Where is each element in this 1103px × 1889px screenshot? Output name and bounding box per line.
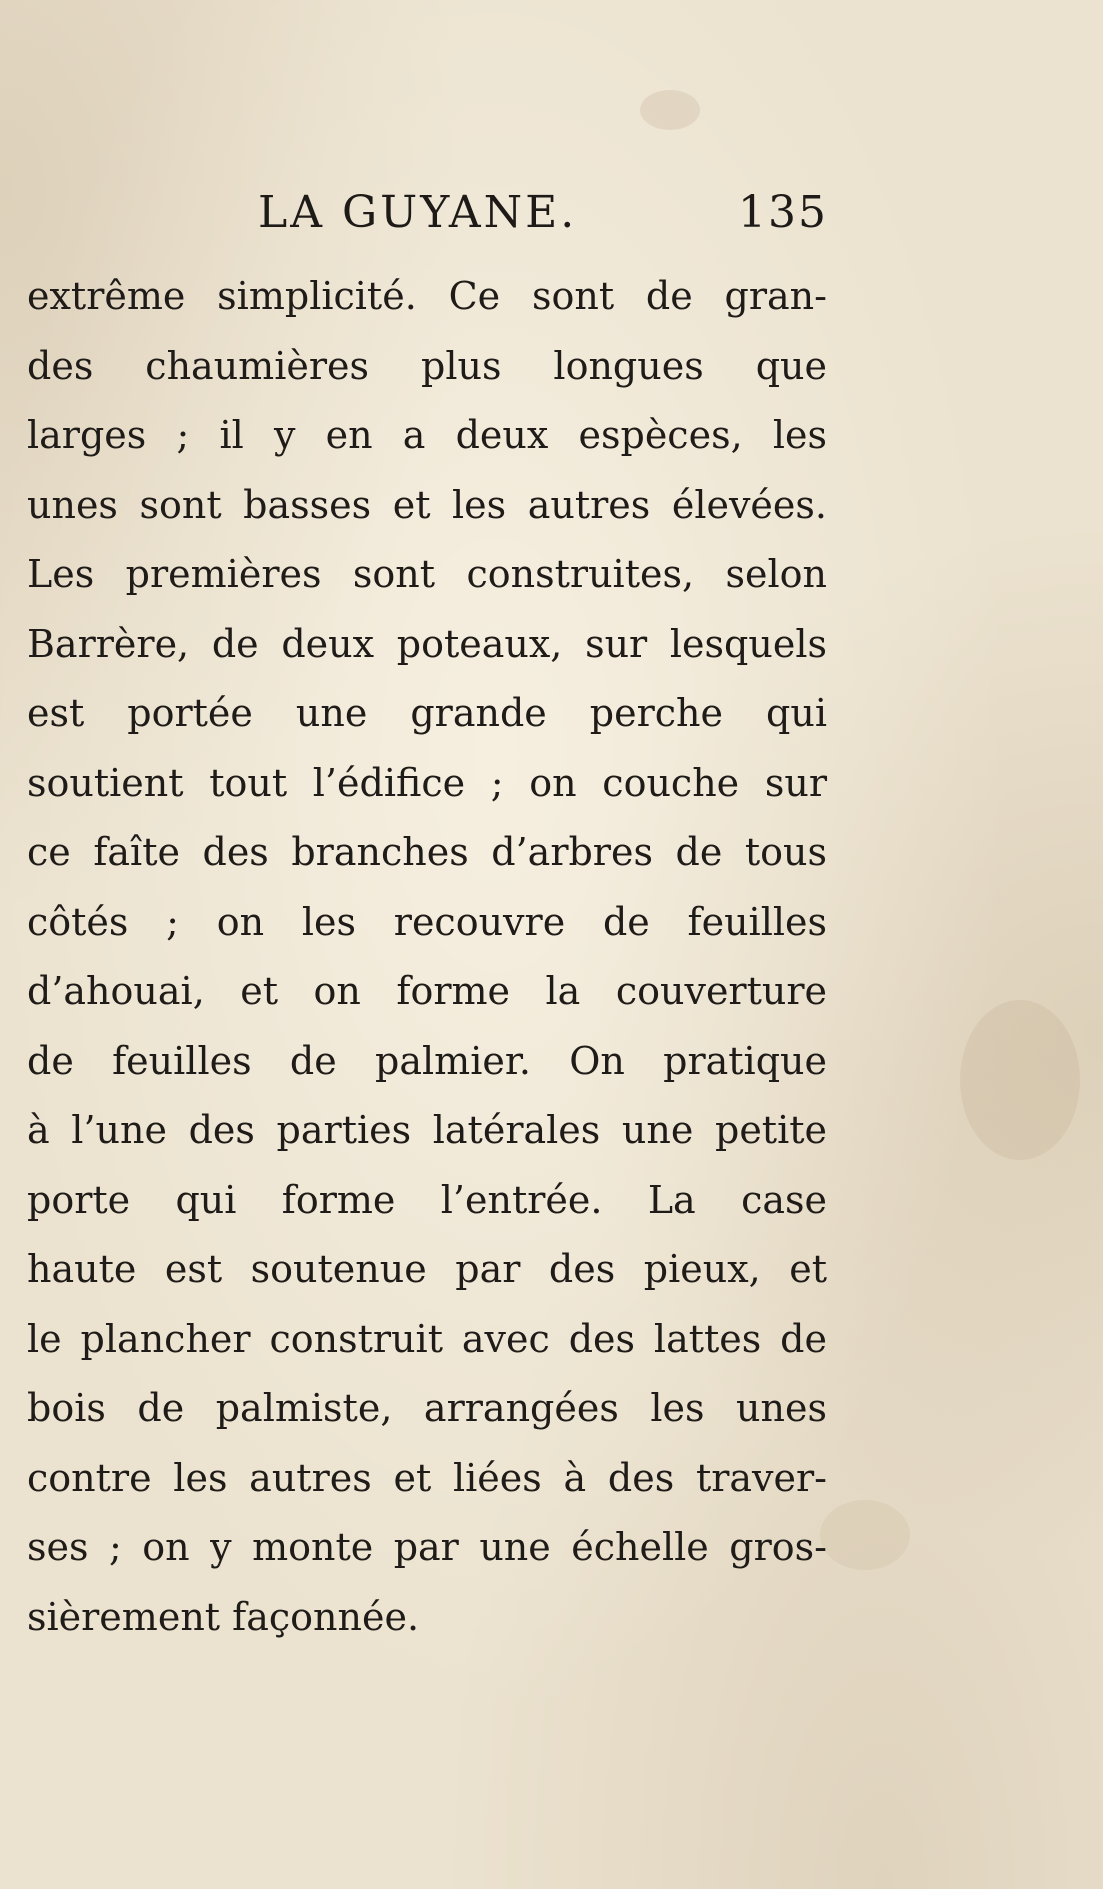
text-line: est portée une grande perche qui [27, 691, 827, 735]
text-line: ce faîte des branches d’arbres de tous [27, 830, 827, 874]
page-header [258, 183, 828, 243]
text-line: contre les autres et liées à des traver- [27, 1455, 827, 1500]
running-title: LA GUYANE. [258, 187, 578, 238]
text-line: Les premières sont construites, selon [27, 552, 827, 596]
paper-stain [820, 1500, 910, 1570]
paper-stain [640, 90, 700, 130]
text-line: haute est soutenue par des pieux, et [27, 1247, 827, 1291]
text-line: soutient tout l’édifice ; on couche sur [27, 760, 827, 805]
text-line: unes sont basses et les autres élevées. [27, 482, 827, 527]
text-line: côtés ; on les recouvre de feuilles [27, 899, 827, 944]
text-line: porte qui forme l’entrée. La case [27, 1177, 827, 1222]
text-line: larges ; il y en a deux espèces, les [27, 413, 827, 457]
text-line: à l’une des parties latérales une petite [27, 1108, 827, 1152]
text-line: sièrement façonnée. [27, 1594, 420, 1639]
page-number: 135 [738, 187, 828, 238]
text-line: bois de palmiste, arrangées les unes [27, 1386, 827, 1430]
text-line: des chaumières plus longues que [27, 343, 827, 388]
text-line: extrême simplicité. Ce sont de gran- [27, 274, 827, 318]
text-line: d’ahouai, et on forme la couverture [27, 969, 827, 1013]
paper-stain [960, 1000, 1080, 1160]
text-line: de feuilles de palmier. On pratique [27, 1038, 827, 1083]
text-line: le plancher construit avec des lattes de [27, 1316, 827, 1361]
body-text [27, 262, 827, 1652]
text-line: ses ; on y monte par une échelle gros- [27, 1525, 827, 1569]
text-line: Barrère, de deux poteaux, sur lesquels [27, 621, 827, 666]
